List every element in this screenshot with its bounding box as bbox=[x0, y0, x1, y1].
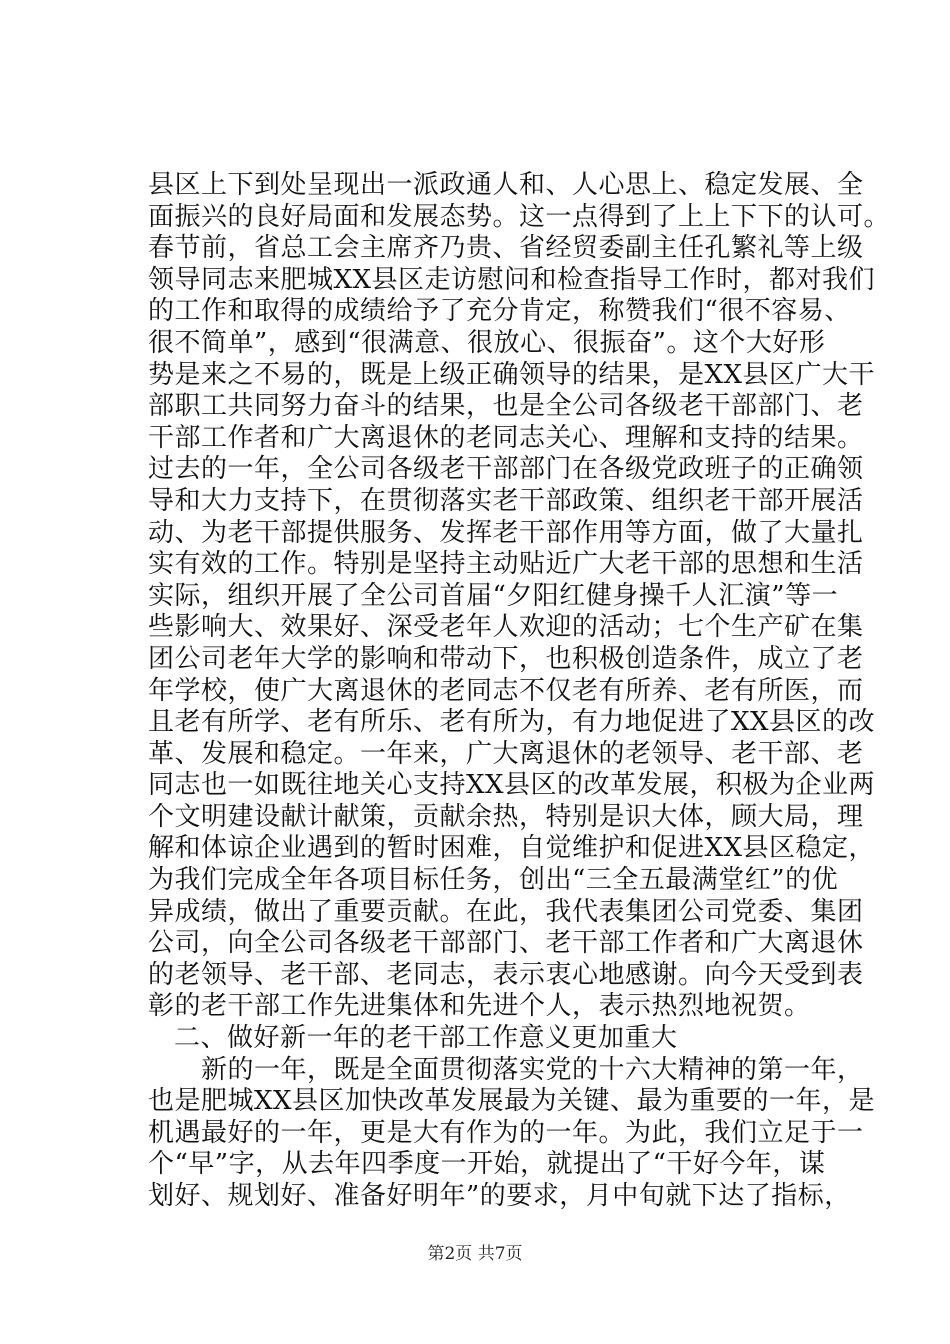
page-number-footer: 第2页 共7页 bbox=[427, 1244, 523, 1264]
text-line: 实际，组织开展了全公司首届“夕阳红健身操千人汇演”等一 bbox=[148, 580, 839, 611]
text-line: 县区上下到处呈现出一派政通人和、人心思上、稳定发展、全 bbox=[148, 170, 864, 200]
text-line: 为我们完成全年各项目标任务，创出“三全五最满堂红”的优 bbox=[148, 865, 839, 896]
text-line: 个文明建设献计献策，贡献余热，特别是识大体，顾大局，理 bbox=[148, 801, 864, 832]
text-line: 导和大力支持下，在贯彻落实老干部政策、组织老干部开展活 bbox=[148, 485, 864, 516]
section-heading: 二、做好新一年的老干部工作意义更加重大 bbox=[174, 1023, 678, 1054]
text-line: 些影响大、效果好、深受老年人欢迎的活动；七个生产矿在集 bbox=[148, 612, 864, 643]
text-line: 动、为老干部提供服务、发挥老干部作用等方面，做了大量扎 bbox=[148, 517, 864, 548]
text-line: 革、发展和稳定。一年来，广大离退休的老领导、老干部、老 bbox=[148, 738, 864, 769]
text-line: 的工作和取得的成绩给予了充分肯定，称赞我们“很不容易、 bbox=[148, 296, 851, 327]
text-line: 新的一年，既是全面贯彻落实党的十六大精神的第一年， bbox=[201, 1054, 864, 1085]
text-line: 彰的老干部工作先进集体和先进个人，表示热烈地祝贺。 bbox=[148, 991, 811, 1022]
text-line: 领导同志来肥城XX县区走访慰问和检查指导工作时，都对我们 bbox=[148, 264, 876, 295]
text-line: 过去的一年，全公司各级老干部部门在各级党政班子的正确领 bbox=[148, 454, 864, 485]
text-line: 干部工作者和广大离退休的老同志关心、理解和支持的结果。 bbox=[148, 422, 864, 453]
text-line: 年学校，使广大离退休的老同志不仅老有所养、老有所医，而 bbox=[148, 675, 864, 706]
text-line: 且老有所学、老有所乐、老有所为，有力地促进了XX县区的改 bbox=[148, 707, 876, 738]
text-line: 实有效的工作。特别是坚持主动贴近广大老干部的思想和生活 bbox=[148, 549, 864, 580]
text-line: 异成绩，做出了重要贡献。在此，我代表集团公司党委、集团 bbox=[148, 896, 864, 927]
text-line: 很不简单”，感到“很满意、很放心、很振奋”。这个大好形 bbox=[148, 327, 826, 358]
text-line: 划好、规划好、准备好明年”的要求，月中旬就下达了指标， bbox=[148, 1181, 851, 1211]
document-body bbox=[148, 170, 891, 1213]
text-line: 个“早”字，从去年四季度一开始，就提出了“干好今年，谋 bbox=[148, 1149, 826, 1180]
text-line: 也是肥城XX县区加快改革发展最为关键、最为重要的一年，是 bbox=[148, 1086, 876, 1117]
text-line: 同志也一如既往地关心支持XX县区的改革发展，积极为企业两 bbox=[148, 770, 876, 801]
text-line: 部职工共同努力奋斗的结果，也是全公司各级老干部部门、老 bbox=[148, 391, 864, 422]
text-line: 机遇最好的一年，更是大有作为的一年。为此，我们立足于一 bbox=[148, 1117, 864, 1148]
text-line: 的老领导、老干部、老同志，表示衷心地感谢。向今天受到表 bbox=[148, 959, 864, 990]
text-line: 团公司老年大学的影响和带动下，也积极创造条件，成立了老 bbox=[148, 643, 864, 674]
text-line: 春节前，省总工会主席齐乃贵、省经贸委副主任孔繁礼等上级 bbox=[148, 233, 864, 264]
text-line: 公司，向全公司各级老干部部门、老干部工作者和广大离退休 bbox=[148, 928, 864, 959]
text-line: 面振兴的良好局面和发展态势。这一点得到了上上下下的认可。 bbox=[148, 201, 891, 232]
text-line: 解和体谅企业遇到的暂时困难，自觉维护和促进XX县区稳定， bbox=[148, 833, 876, 864]
text-line: 势是来之不易的，既是上级正确领导的结果，是XX县区广大干 bbox=[148, 359, 876, 390]
